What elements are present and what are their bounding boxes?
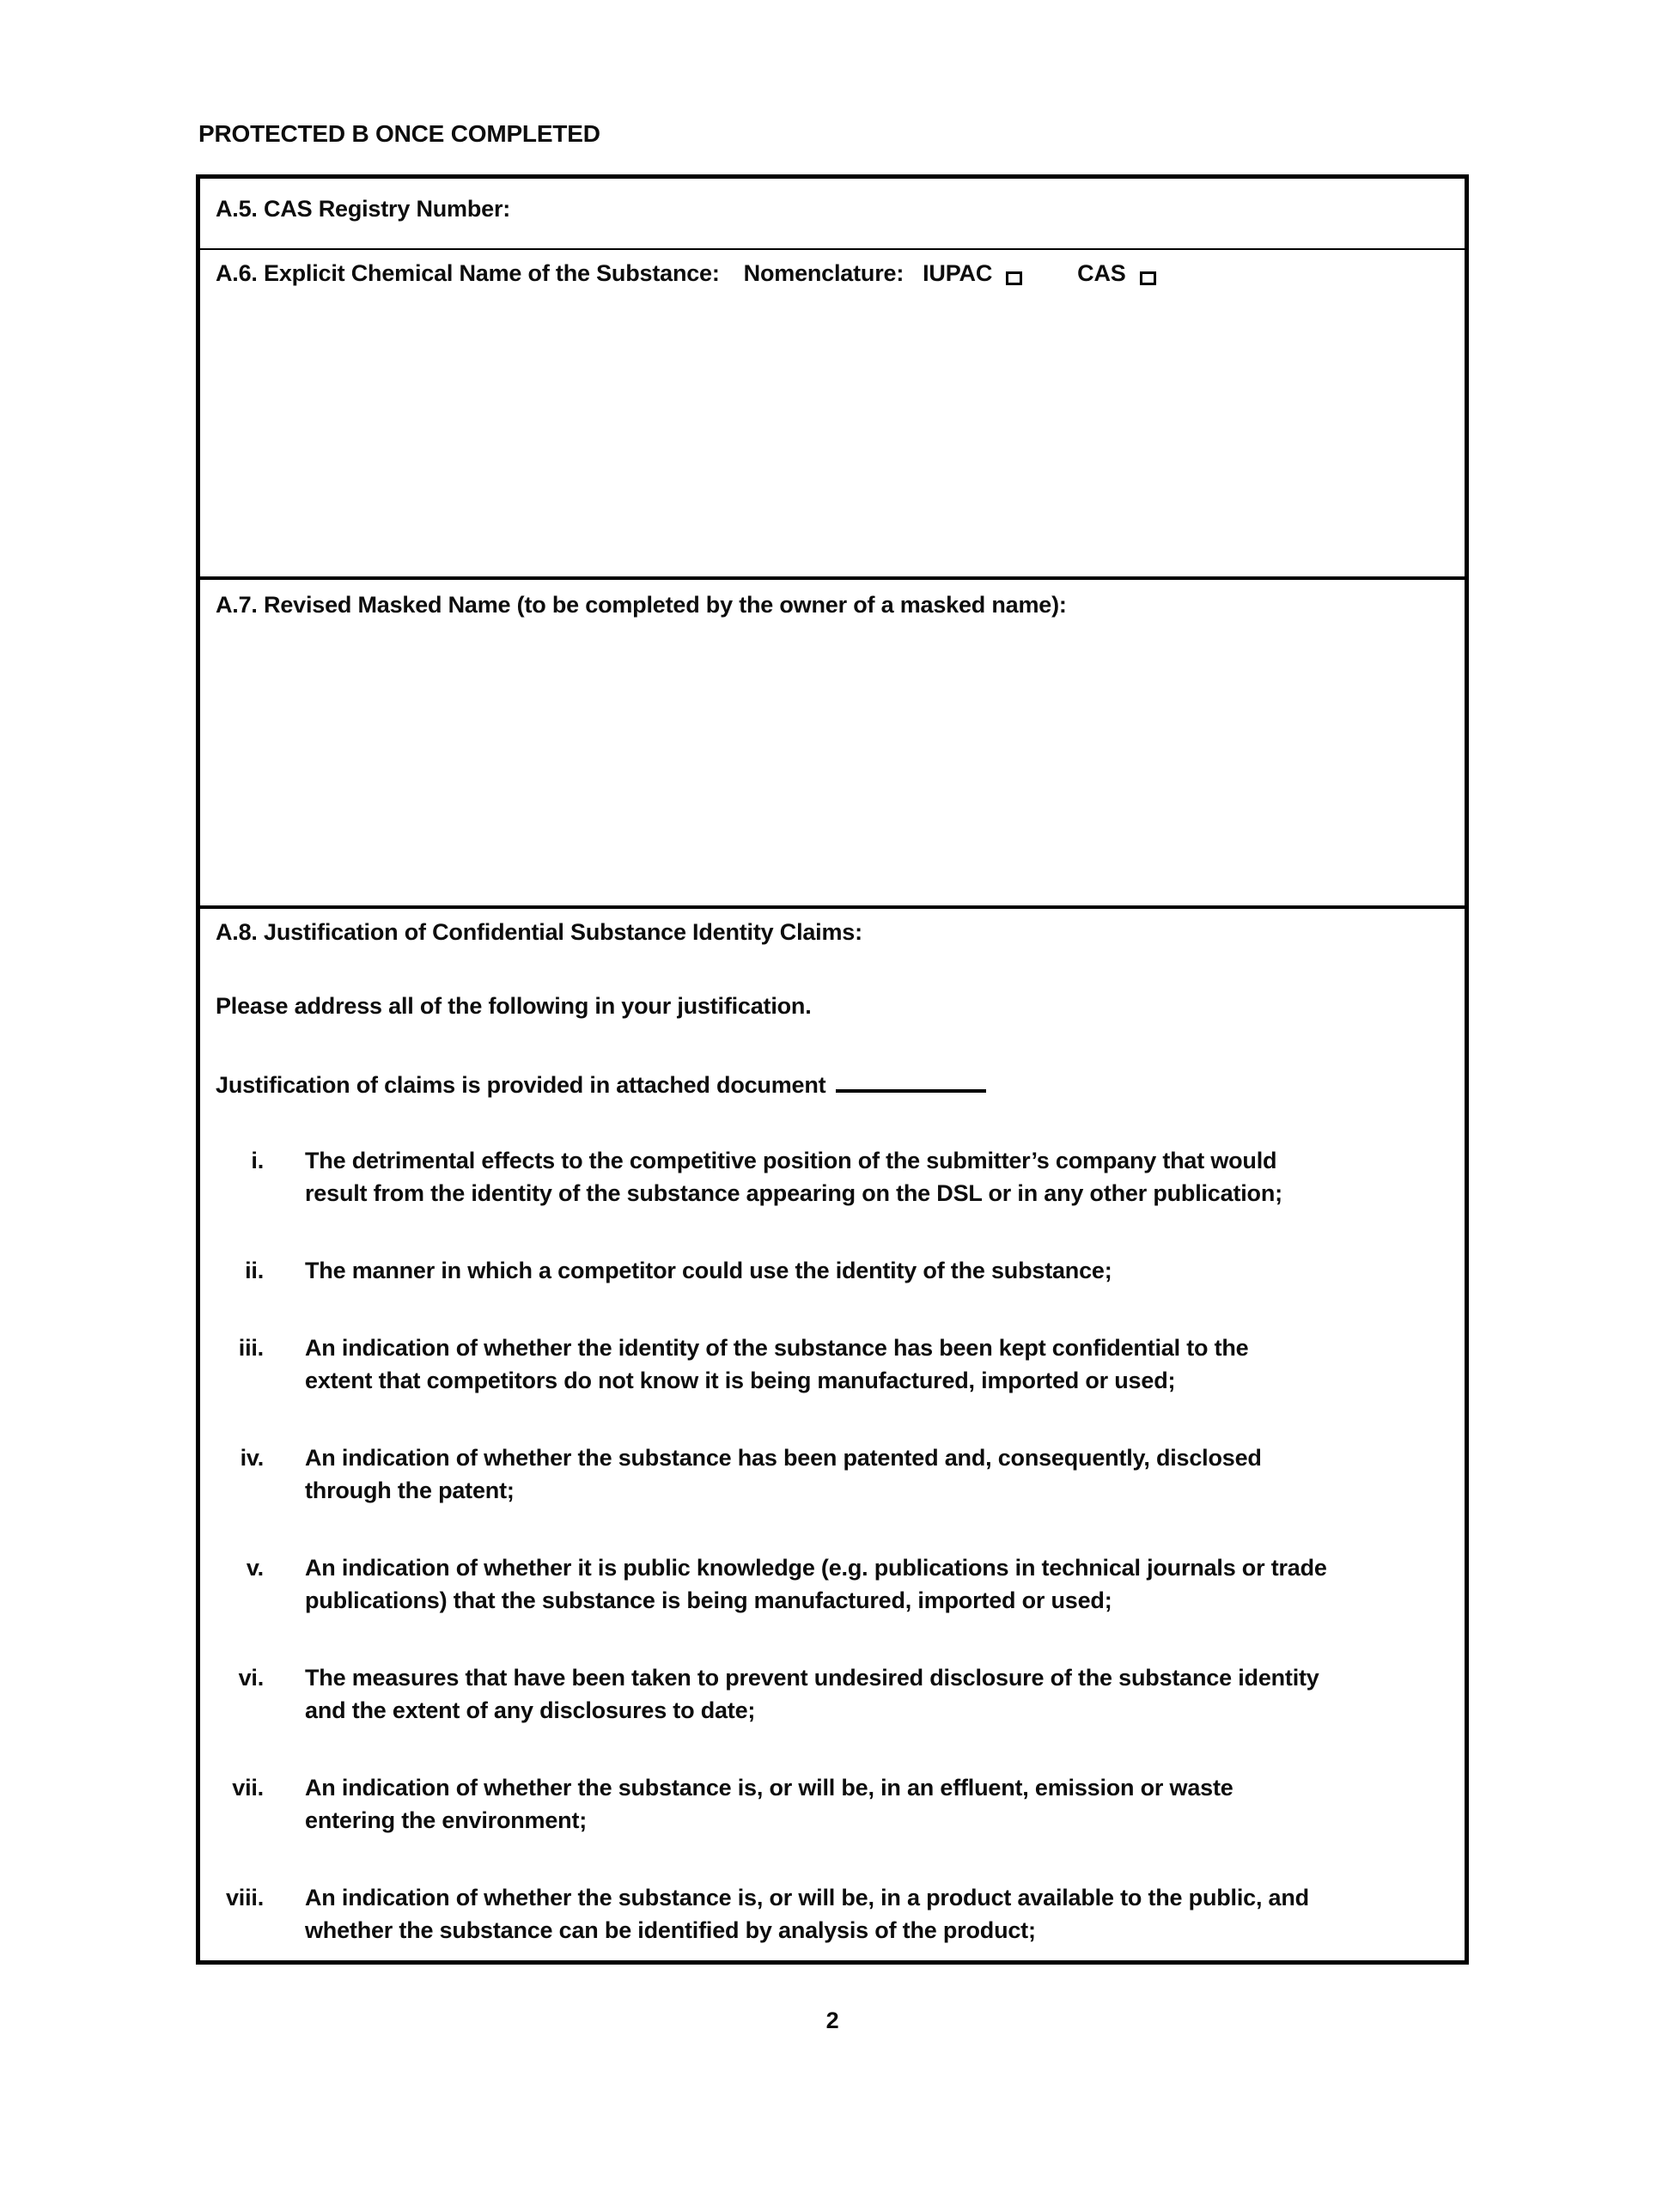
item-text: The detrimental effects to the competitive position of the submitter’s company that would result from the identity of the substance appearing on the DSL or in any other publication; bbox=[305, 1148, 1282, 1206]
item-numeral: vi. bbox=[238, 1665, 264, 1691]
cas-checkbox[interactable] bbox=[1140, 271, 1156, 285]
item-text: An indication of whether it is public knowledge (e.g. publications in technical journals or trade publications) that the substance is being manufactured, imported or used; bbox=[305, 1555, 1327, 1613]
item-numeral: vii. bbox=[232, 1775, 264, 1801]
item-text: An indication of whether the substance is, or will be, in a product available to the public, and whether the substance can be identified by analysis of the product; bbox=[305, 1885, 1309, 1943]
justification-item-i bbox=[216, 1144, 1449, 1210]
justification-item-vii bbox=[216, 1771, 1449, 1837]
iupac-checkbox[interactable] bbox=[1006, 271, 1022, 285]
item-numeral: i. bbox=[251, 1148, 264, 1173]
item-text: The measures that have been taken to prevent undesired disclosure of the substance identity and the extent of any disclosures to date; bbox=[305, 1665, 1319, 1723]
item-numeral: ii. bbox=[245, 1258, 264, 1283]
justification-item-ii bbox=[216, 1254, 1449, 1287]
justification-item-iv bbox=[216, 1441, 1449, 1507]
justification-item-v bbox=[216, 1551, 1449, 1617]
a8-attachment-text: Justification of claims is provided in attached document bbox=[216, 1072, 826, 1098]
a8-intro: Please address all of the following in your justification. bbox=[216, 993, 812, 1019]
cas-label: CAS bbox=[1077, 260, 1126, 286]
item-text: An indication of whether the identity of the substance has been kept confidential to the extent that competitors do not know it is being manufactured, imported or used; bbox=[305, 1335, 1249, 1393]
nomenclature-label: Nomenclature: bbox=[743, 260, 904, 286]
a6-label: A.6. Explicit Chemical Name of the Substance: bbox=[216, 260, 720, 286]
attachment-document-blank[interactable] bbox=[836, 1063, 986, 1093]
a8-attachment-line bbox=[216, 1063, 1449, 1101]
row-a7 bbox=[200, 576, 1465, 905]
row-a6 bbox=[200, 248, 1465, 576]
row-a8 bbox=[200, 905, 1465, 1960]
item-text: An indication of whether the substance is, or will be, in an effluent, emission or waste entering the environment; bbox=[305, 1775, 1233, 1833]
item-text: The manner in which a competitor could use the identity of the substance; bbox=[305, 1258, 1112, 1283]
a7-label: A.7. Revised Masked Name (to be completed by the owner of a masked name): bbox=[216, 592, 1067, 618]
row-a5 bbox=[200, 179, 1465, 248]
justification-item-iii bbox=[216, 1331, 1449, 1397]
page-number: 2 bbox=[825, 2008, 839, 2033]
item-numeral: viii. bbox=[225, 1885, 264, 1910]
a5-input-area[interactable] bbox=[202, 229, 1463, 247]
a6-input-area[interactable] bbox=[202, 300, 1463, 575]
justification-item-vi bbox=[216, 1661, 1449, 1727]
a5-label: A.5. CAS Registry Number: bbox=[216, 196, 511, 222]
justification-item-viii bbox=[216, 1881, 1449, 1947]
item-numeral: iv. bbox=[240, 1445, 264, 1471]
a8-label: A.8. Justification of Confidential Substance Identity Claims: bbox=[216, 919, 862, 945]
item-numeral: iii. bbox=[238, 1335, 264, 1361]
security-classification-header: PROTECTED B ONCE COMPLETED bbox=[198, 120, 600, 147]
iupac-label: IUPAC bbox=[923, 260, 993, 286]
a7-input-area[interactable] bbox=[202, 630, 1463, 904]
form-table bbox=[196, 174, 1469, 1965]
item-text: An indication of whether the substance has been patented and, consequently, disclosed through the patent; bbox=[305, 1445, 1262, 1503]
item-numeral: v. bbox=[246, 1555, 264, 1581]
